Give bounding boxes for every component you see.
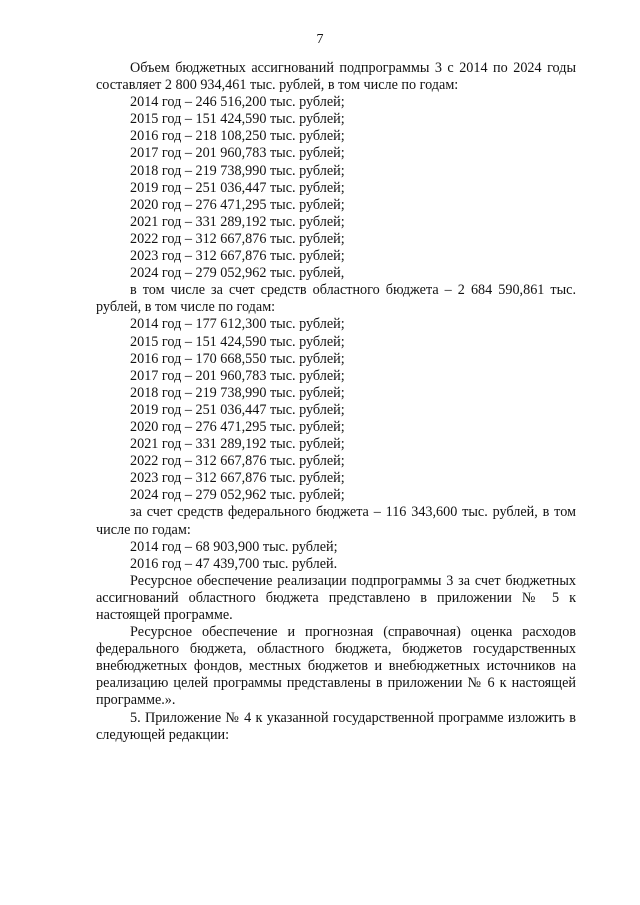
regional-year-line: 2020 год – 276 471,295 тыс. рублей; xyxy=(130,418,345,435)
regional-year-line: 2016 год – 170 668,550 тыс. рублей; xyxy=(130,350,345,367)
regional-year-line: 2017 год – 201 960,783 тыс. рублей; xyxy=(130,367,345,384)
federal-by-year-list xyxy=(96,539,576,573)
regional-year-line: 2015 год – 151 424,590 тыс. рублей; xyxy=(130,333,345,350)
total-year-line: 2020 год – 276 471,295 тыс. рублей; xyxy=(130,196,345,213)
total-year-line: 2019 год – 251 036,447 тыс. рублей; xyxy=(130,179,345,196)
total-year-line: 2023 год – 312 667,876 тыс. рублей; xyxy=(130,248,345,265)
regional-budget-paragraph: в том числе за счет средств областного бюджета – 2 684 590,861 тыс. рублей, в том числе по годам: xyxy=(96,282,576,316)
forecast-paragraph: Ресурсное обеспечение и прогнозная (справочная) оценка расходов федерального бюджета, областного бюджета, бюджетов государственных внебюджетных фондов, местных бюджетов и внебюджетных источников на реализацию целей программы представлены в приложении № 6 к настоящей программе.». xyxy=(96,624,576,709)
item-5-paragraph: 5. Приложение № 4 к указанной государственной программе изложить в следующей редакции: xyxy=(96,709,576,743)
total-year-line: 2014 год – 246 516,200 тыс. рублей; xyxy=(130,94,345,111)
total-by-year-list xyxy=(96,94,576,282)
regional-year-line: 2019 год – 251 036,447 тыс. рублей; xyxy=(130,401,345,418)
total-year-line: 2015 год – 151 424,590 тыс. рублей; xyxy=(130,111,345,128)
regional-year-line: 2022 год – 312 667,876 тыс. рублей; xyxy=(130,453,345,470)
total-year-line: 2024 год – 279 052,962 тыс. рублей, xyxy=(130,265,345,282)
regional-by-year-list xyxy=(96,316,576,504)
document-body xyxy=(96,60,576,744)
regional-year-line: 2023 год – 312 667,876 тыс. рублей; xyxy=(130,470,345,487)
regional-year-line: 2021 год – 331 289,192 тыс. рублей; xyxy=(130,436,345,453)
regional-year-line: 2018 год – 219 738,990 тыс. рублей; xyxy=(130,384,345,401)
federal-year-line: 2014 год – 68 903,900 тыс. рублей; xyxy=(130,538,338,555)
federal-budget-paragraph: за счет средств федерального бюджета – 116 343,600 тыс. рублей, в том числе по годам: xyxy=(96,504,576,538)
total-year-line: 2018 год – 219 738,990 тыс. рублей; xyxy=(130,162,345,179)
regional-year-line: 2024 год – 279 052,962 тыс. рублей; xyxy=(130,487,345,504)
page-number: 7 xyxy=(316,32,324,47)
total-year-line: 2016 год – 218 108,250 тыс. рублей; xyxy=(130,128,345,145)
total-year-line: 2017 год – 201 960,783 тыс. рублей; xyxy=(130,145,345,162)
total-year-line: 2021 год – 331 289,192 тыс. рублей; xyxy=(130,213,345,230)
regional-year-line: 2014 год – 177 612,300 тыс. рублей; xyxy=(130,316,345,333)
intro-paragraph: Объем бюджетных ассигнований подпрограммы 3 с 2014 по 2024 годы составляет 2 800 934,461 тыс. рублей, в том числе по годам: xyxy=(96,60,576,94)
federal-year-line: 2016 год – 47 439,700 тыс. рублей. xyxy=(130,555,338,572)
total-year-line: 2022 год – 312 667,876 тыс. рублей; xyxy=(130,230,345,247)
resource-provision-paragraph: Ресурсное обеспечение реализации подпрограммы 3 за счет бюджетных ассигнований областного бюджета представлено в приложении № 5 к настоящей программе. xyxy=(96,572,576,623)
